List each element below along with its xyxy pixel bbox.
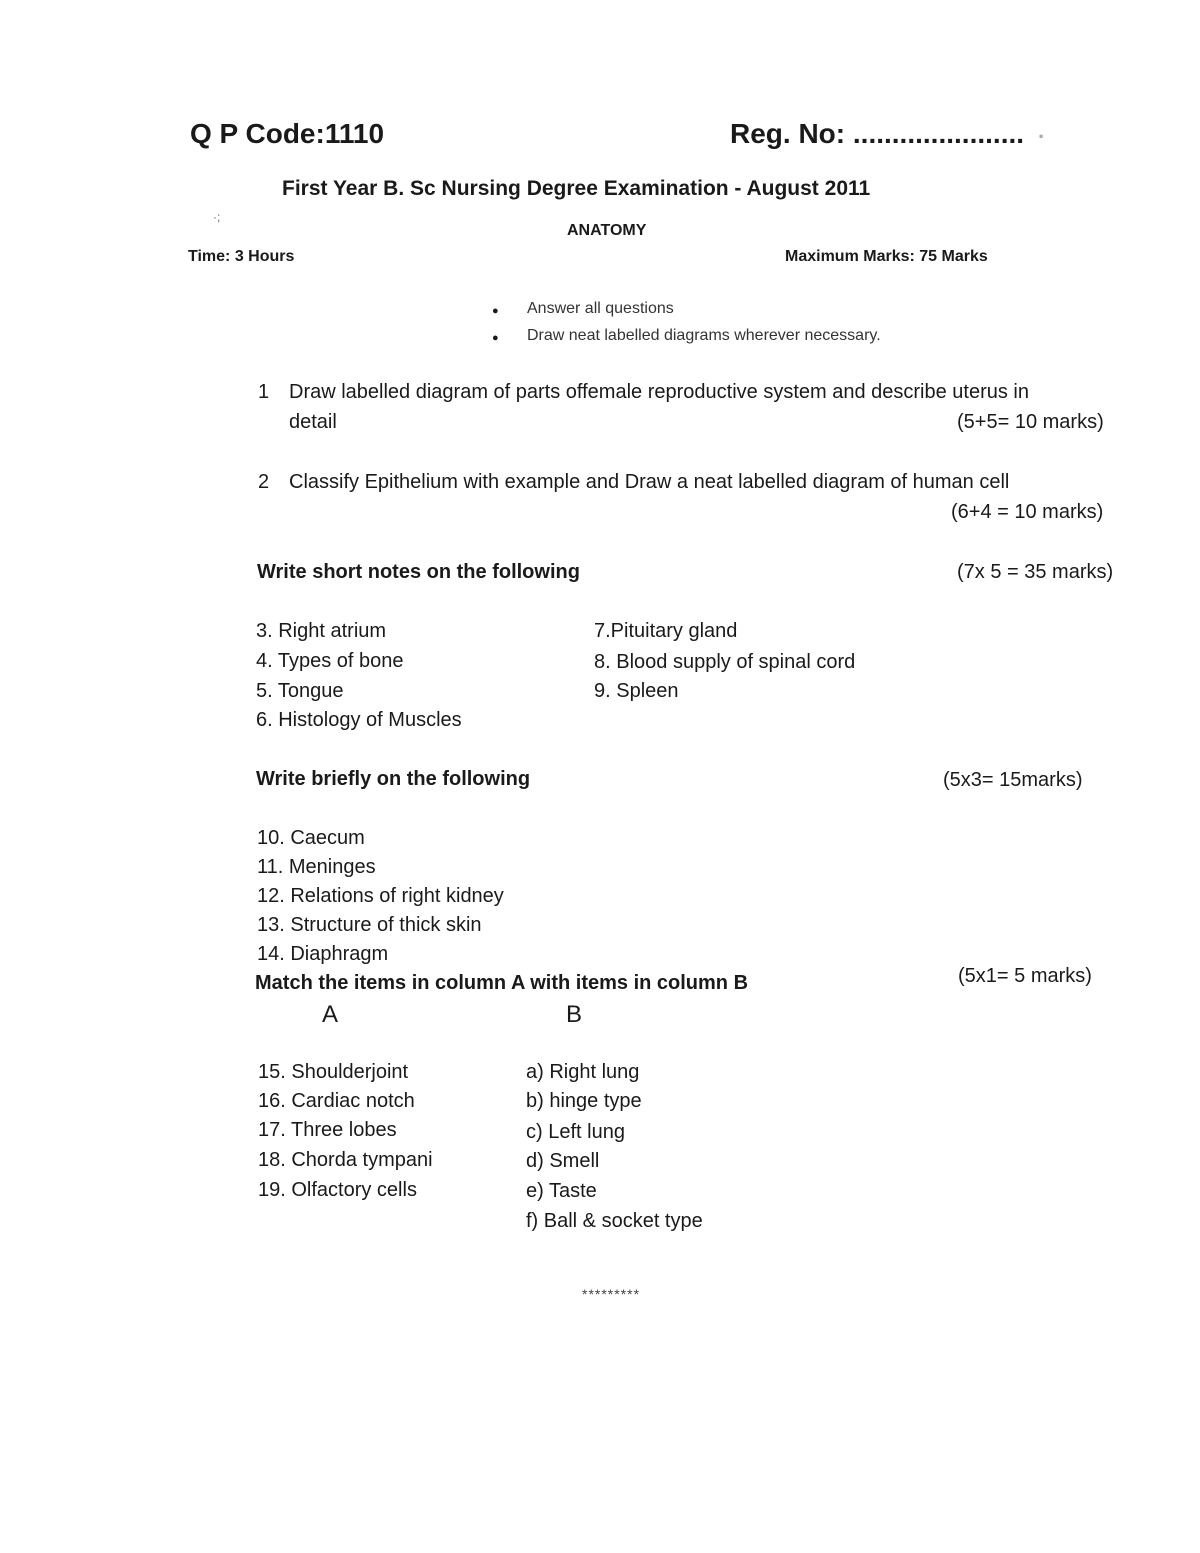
list-item: 8. Blood supply of spinal cord [594,651,856,673]
list-item: f) Ball & socket type [526,1210,703,1232]
list-item: 15. Shoulderjoint [258,1061,409,1083]
match-marks: (5x1= 5 marks) [958,965,1092,987]
list-item: 19. Olfactory cells [258,1179,417,1201]
list-item: 14. Diaphragm [257,943,389,965]
column-a-heading: A [322,1001,339,1028]
exam-title: First Year B. Sc Nursing Degree Examination - August 2011 [282,177,871,200]
match-heading: Match the items in column A with items in column B [255,972,749,994]
column-b-heading: B [566,1001,583,1028]
question-1-text: Draw labelled diagram of parts offemale reproductive system and describe uterus in [289,381,1029,403]
brief-marks: (5x3= 15marks) [943,769,1083,791]
list-item: 11. Meninges [257,856,376,878]
list-item: 4. Types of bone [256,650,404,672]
question-1-text-cont: detail [289,411,337,433]
qp-code: Q P Code:1110 [190,118,385,149]
list-item: 13. Structure of thick skin [257,914,482,936]
question-number: 1 [258,381,270,403]
list-item: 12. Relations of right kidney [257,885,504,907]
list-item: 3. Right atrium [256,620,387,642]
footer-asterisks: ********* [582,1286,641,1302]
list-item: a) Right lung [526,1061,640,1083]
list-item: 17. Three lobes [258,1119,397,1141]
reg-no: Reg. No: ...................... [730,118,1025,149]
instruction-1: Answer all questions [527,300,674,317]
list-item: e) Taste [526,1180,597,1202]
bullet-icon: ● [492,332,499,344]
bullet-icon: ● [492,305,499,317]
subject: ANATOMY [567,222,647,239]
list-item: 6. Histology of Muscles [256,709,462,731]
time-allowed: Time: 3 Hours [188,248,295,265]
question-1-marks: (5+5= 10 marks) [957,411,1104,433]
short-notes-marks: (7x 5 = 35 marks) [957,561,1114,583]
list-item: 18. Chorda tympani [258,1149,433,1171]
list-item: c) Left lung [526,1121,625,1143]
list-item: 7.Pituitary gland [594,620,738,642]
list-item: d) Smell [526,1150,600,1172]
reg-no-dot: . [1038,118,1045,143]
list-item: b) hinge type [526,1090,642,1112]
question-number: 2 [258,471,270,493]
short-notes-heading: Write short notes on the following [257,561,580,583]
list-item: 9. Spleen [594,680,679,702]
list-item: 16. Cardiac notch [258,1090,415,1112]
instruction-2: Draw neat labelled diagrams wherever necessary. [527,327,881,344]
brief-heading: Write briefly on the following [256,768,531,790]
max-marks: Maximum Marks: 75 Marks [785,248,988,265]
question-2-marks: (6+4 = 10 marks) [951,501,1104,523]
list-item: 5. Tongue [256,680,344,702]
stray-mark: ·; [213,210,221,224]
list-item: 10. Caecum [257,827,365,849]
question-2-text: Classify Epithelium with example and Draw a neat labelled diagram of human cell [289,471,1010,493]
